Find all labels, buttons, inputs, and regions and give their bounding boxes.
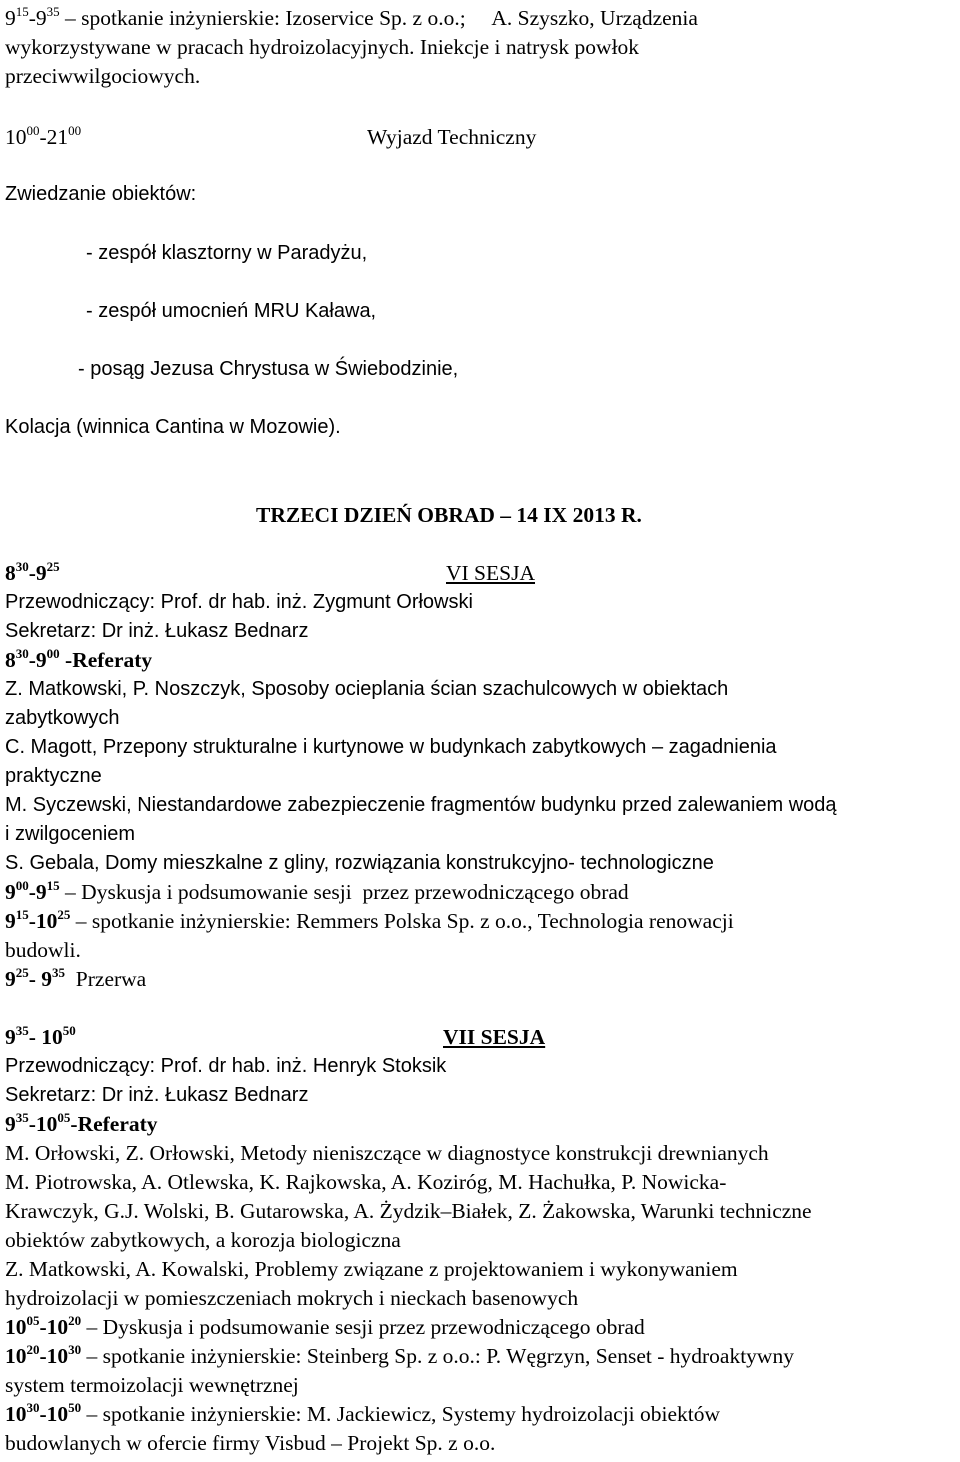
session6-time: $8^{30}-9^{25}$	[5, 559, 60, 585]
session7-meeting-steinberg: $10^{20}-10^{30}$ – spotkanie inżynierskie: Steinberg Sp. z o.o.: P. Węgrzyn, Senset - hydroaktywny	[5, 1342, 794, 1368]
paper-line: Krawczyk, G.J. Wolski, B. Gutarowska, A. Żydzik–Białek, Z. Żakowska, Warunki techniczne	[5, 1199, 812, 1223]
session7-meeting-steinberg-2: system termoizolacji wewnętrznej	[5, 1373, 299, 1397]
paper-line: C. Magott, Przepony strukturalne i kurtynowe w budynkach zabytkowych – zagadnienia	[5, 736, 777, 758]
paper-line: hydroizolacji w pomieszczeniach mokrych i nieckach basenowych	[5, 1286, 579, 1310]
session7-meeting-visbud: $10^{30}-10^{50}$ – spotkanie inżynierskie: M. Jackiewicz, Systemy hydroizolacji obiektów	[5, 1400, 721, 1426]
paper-line: Z. Matkowski, P. Noszczyk, Sposoby ocieplania ścian szachulcowych w obiektach	[5, 678, 729, 700]
trip-intro: Zwiedzanie obiektów:	[5, 183, 197, 205]
session6-title: VI SESJA	[446, 561, 536, 585]
session6-meeting-remmers: $9^{15}-10^{25}$ – spotkanie inżynierskie: Remmers Polska Sp. z o.o., Technologia renowacji	[5, 907, 734, 933]
paper-line: M. Syczewski, Niestandardowe zabezpieczenie fragmentów budynku przed zalewaniem wodą	[5, 794, 837, 816]
session7-meeting-visbud-2: budowlanych w ofercie firmy Visbud – Projekt Sp. z o.o.	[5, 1431, 496, 1455]
meeting-izoservice-line-3: przeciwwilgociowych.	[5, 64, 201, 88]
session7-referaty: $9^{35}-10^{05}$-Referaty	[5, 1110, 158, 1136]
session6-break: $9^{25}-$ $9^{35}$ Przerwa	[5, 965, 147, 991]
paper-line: zabytkowych	[5, 707, 120, 729]
paper-line: M. Orłowski, Z. Orłowski, Metody nieniszczące w diagnostyce konstrukcji drewnianych	[5, 1141, 769, 1165]
paper-line: obiektów zabytkowych, a korozja biologiczna	[5, 1228, 401, 1252]
session6-secretary: Sekretarz: Dr inż. Łukasz Bednarz	[5, 620, 309, 642]
session6-discussion: $9^{00}-9^{15}$ – Dyskusja i podsumowanie sesji przez przewodniczącego obrad	[5, 878, 629, 904]
session6-meeting-remmers-2: budowli.	[5, 938, 81, 962]
paper-line: Z. Matkowski, A. Kowalski, Problemy związane z projektowaniem i wykonywaniem	[5, 1257, 738, 1281]
paper-line: i zwilgoceniem	[5, 823, 136, 845]
meeting-izoservice-line-2: wykorzystywane w pracach hydroizolacyjnych. Iniekcje i natrysk powłok	[5, 35, 640, 59]
trip-title: Wyjazd Techniczny	[367, 125, 537, 149]
paper-line: M. Piotrowska, A. Otlewska, K. Rajkowska, A. Koziróg, M. Hachułka, P. Nowicka-	[5, 1170, 727, 1194]
session7-time: $9^{35}-$ $10^{50}$	[5, 1023, 76, 1049]
day3-title: TRZECI DZIEŃ OBRAD – 14 IX 2013 R.	[256, 503, 642, 527]
trip-dinner: Kolacja (winnica Cantina w Mozowie).	[5, 416, 341, 438]
session7-title: VII SESJA	[443, 1025, 546, 1049]
session7-chair: Przewodniczący: Prof. dr hab. inż. Henryk Stoksik	[5, 1055, 447, 1077]
meeting-izoservice-line: $9^{15}-9^{35}$ – spotkanie inżynierskie: Izoservice Sp. z o.o.; A. Szyszko, Urządzenia	[5, 4, 698, 30]
trip-time: $10^{00}-21^{00}$	[5, 123, 82, 149]
session7-discussion: $10^{05}-10^{20}$ – Dyskusja i podsumowanie sesji przez przewodniczącego obrad	[5, 1313, 645, 1339]
paper-line: praktyczne	[5, 765, 102, 787]
session6-referaty: $8^{30}-9^{00}$ -Referaty	[5, 646, 153, 672]
paper-line: S. Gebala, Domy mieszkalne z gliny, rozwiązania konstrukcyjno- technologiczne	[5, 852, 714, 874]
session6-chair: Przewodniczący: Prof. dr hab. inż. Zygmunt Orłowski	[5, 591, 473, 613]
trip-item: - zespół klasztorny w Paradyżu,	[86, 242, 368, 264]
trip-item: - posąg Jezusa Chrystusa w Świebodzinie,	[78, 358, 459, 380]
trip-item: - zespół umocnień MRU Kaława,	[86, 300, 377, 322]
session7-secretary: Sekretarz: Dr inż. Łukasz Bednarz	[5, 1084, 309, 1106]
